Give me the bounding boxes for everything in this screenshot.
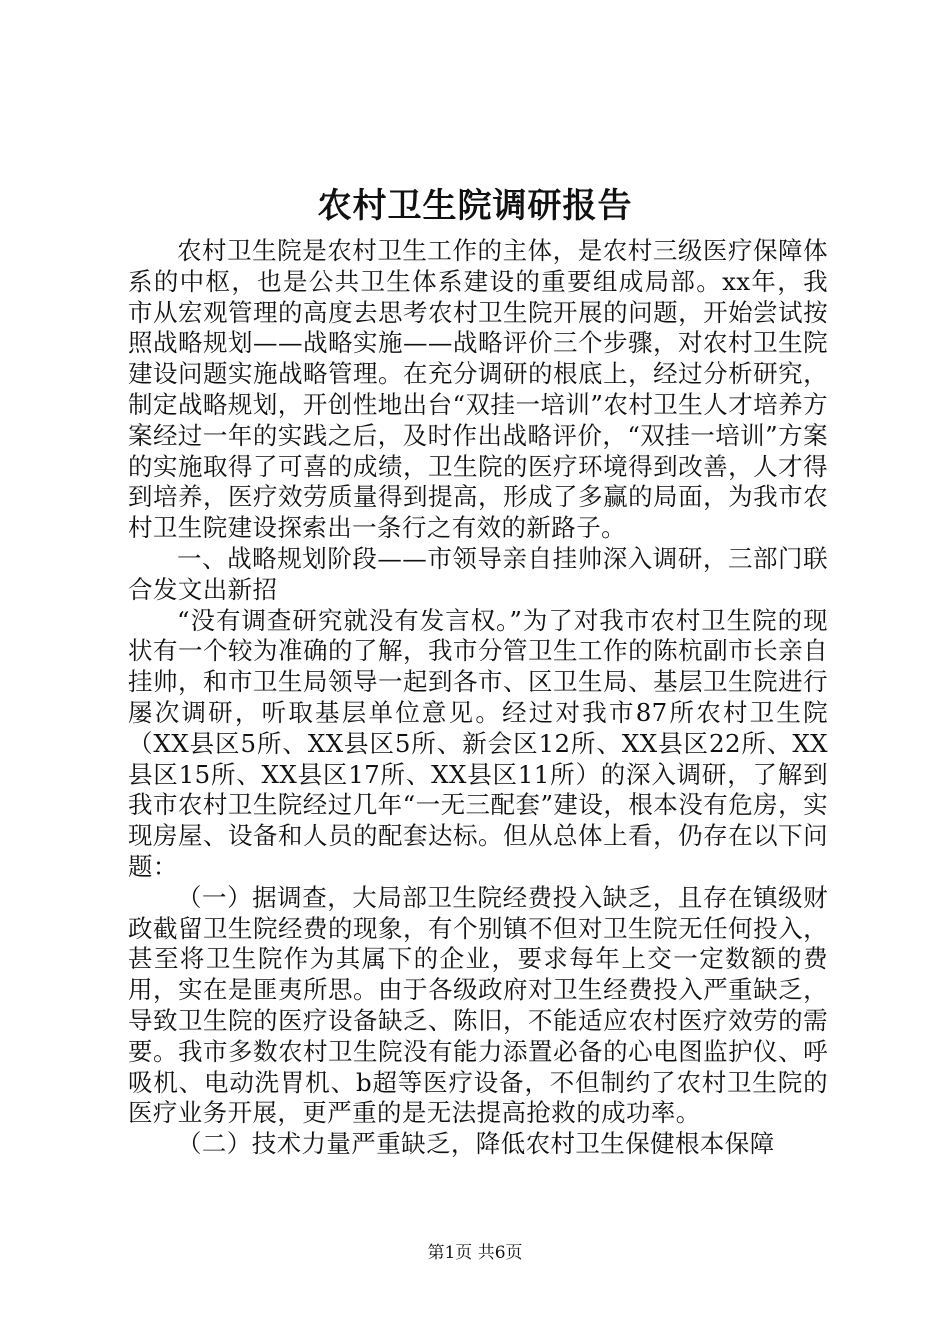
paragraph-investigation: “没有调查研究就没有发言权。”为了对我市农村卫生院的现状有一个较为准确的了解，我市分管卫生工作的陈杭副市长亲自挂帅，和市卫生局领导一起到各市、区卫生局、基层卫生院进行屡次调研，听取基层单位意见。经过对我市87所农村卫生院（XX县区5所、XX县区5所、新会区12所、XX县区22所、XX县区15所、XX县区17所、XX县区11所）的深入调研，了解到我市农村卫生院经过几年“一无三配套”建设，根本没有危房，实现房屋、设备和人员的配套达标。但从总体上看，仍存在以下问题： bbox=[128, 605, 828, 881]
paragraph-problem-1: （一）据调查，大局部卫生院经费投入缺乏，且存在镇级财政截留卫生院经费的现象，有个别镇不但对卫生院无任何投入，甚至将卫生院作为其属下的企业，要求每年上交一定数额的费用，实在是匪夷所思。由于各级政府对卫生经费投入严重缺乏，导致卫生院的医疗设备缺乏、陈旧，不能适应农村医疗效劳的需要。我市多数农村卫生院没有能力添置必备的心电图监护仪、呼吸机、电动洗胃机、b超等医疗设备，不但制约了农村卫生院的医疗业务开展，更严重的是无法提高抢救的成功率。 bbox=[128, 882, 828, 1128]
paragraph-section-1-heading: 一、战略规划阶段——市领导亲自挂帅深入调研，三部门联合发文出新招 bbox=[128, 543, 828, 604]
document-title: 农村卫生院调研报告 bbox=[317, 186, 633, 226]
paragraph-problem-2-heading: （二）技术力量严重缺乏，降低农村卫生保健根本保障 bbox=[177, 1129, 775, 1159]
page-footer: 第1页 共6页 bbox=[427, 1243, 523, 1263]
document-body bbox=[128, 236, 828, 1160]
paragraph-intro: 农村卫生院是农村卫生工作的主体，是农村三级医疗保障体系的中枢，也是公共卫生体系建设的重要组成局部。xx年，我市从宏观管理的高度去思考农村卫生院开展的问题，开始尝试按照战略规划——战略实施——战略评价三个步骤，对农村卫生院建设问题实施战略管理。在充分调研的根底上，经过分析研究，制定战略规划，开创性地出台“双挂一培训”农村卫生人才培养方案经过一年的实践之后，及时作出战略评价，“双挂一培训”方案的实施取得了可喜的成绩，卫生院的医疗环境得到改善，人才得到培养，医疗效劳质量得到提高，形成了多赢的局面，为我市农村卫生院建设探索出一条行之有效的新路子。 bbox=[128, 236, 828, 543]
